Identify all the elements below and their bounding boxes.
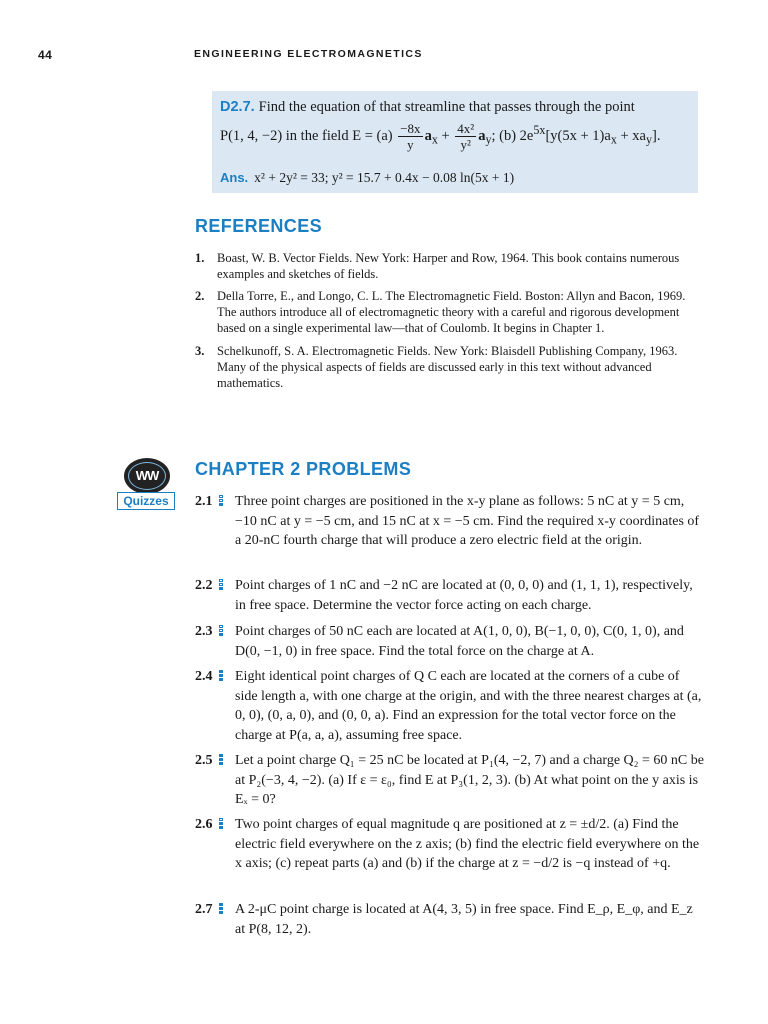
subscript-y: y	[485, 132, 492, 147]
problem-item: 2.1 Three point charges are positioned in the x-y plane as follows: 5 nC at y = 5 cm, −10 nC at y = −5 cm, and 15 nC at x = −5 cm. Find the required x-y coordinates of a 20-nC fourth charge that will produce a zero electric field at the origin.	[195, 494, 700, 548]
difficulty-icon	[219, 903, 224, 917]
drill-text-2c: ; (b) 2e	[491, 127, 534, 144]
fraction-1: $\frac{-8x}{y}$	[400, 121, 421, 152]
problem-item: 2.3 Point charges of 50 nC each are located at A(1, 0, 0), B(−1, 0, 0), C(0, 1, 0), and D(0, −1, 0) in free space. Find the total force on the charge at A.	[195, 624, 684, 659]
problem-item: 2.7 A 2-μC point charge is located at A(4, 3, 5) in free space. Find E_ρ, E_φ, and E_z at P(8, 12, 2).	[195, 902, 693, 937]
unit-vector-ax: a	[424, 127, 432, 144]
reference-item: 3. Schelkunoff, S. A. Electromagnetic Fields. New York: Blaisdell Publishing Company, 1963. Many of the physical aspects of fields are discussed early in this text without advanced mathematics.	[195, 344, 678, 390]
difficulty-icon	[219, 495, 224, 509]
drill-answer	[220, 170, 514, 187]
answer-label: Ans.	[220, 170, 249, 185]
page-header	[38, 48, 738, 66]
quizzes-link[interactable]: Quizzes	[117, 492, 175, 510]
references-title: REFERENCES	[195, 216, 323, 236]
difficulty-icon	[219, 670, 224, 684]
drill-id: D2.7.	[220, 99, 255, 115]
drill-problem-box	[212, 91, 698, 193]
drill-text-1: Find the equation of that streamline that passes through the point	[258, 99, 635, 115]
problem-item: 2.5 Let a point charge Q₁ = 25 nC be located at P₁(4, −2, 7) and a charge Q₂ = 60 nC be at P₂(−3, 4, −2). (a) If ε = ε₀, find E at P₃(1, 2, 3). (b) At what point on the y axis is Eₓ = 0?	[195, 753, 704, 807]
fraction-2: $\frac{\text{4x²}}{\text{y²}}$	[457, 121, 475, 152]
www-globe-icon[interactable]	[124, 458, 170, 494]
www-label: WW	[135, 468, 159, 483]
exponent: 5x	[533, 123, 546, 137]
unit-vector-ay: a	[478, 127, 486, 144]
drill-text-2e: + xa	[616, 127, 646, 144]
problem-item: 2.6 Two point charges of equal magnitude q are positioned at z = ±d/2. (a) Find the electric field everywhere on the z axis; (b) find the electric field everywhere on the x axis; (c) repeat parts (a) and (b) if the charge at z = −d/2 is −q instead of +q.	[195, 817, 700, 871]
chapter-problems-title: CHAPTER 2 PROBLEMS	[195, 459, 412, 479]
running-title: ENGINEERING ELECTROMAGNETICS	[194, 48, 423, 60]
page-number: 44	[38, 48, 53, 62]
difficulty-icon	[219, 754, 224, 768]
answer-text: x² + 2y² = 33; y² = 15.7 + 0.4x − 0.08 ln(5x + 1)	[254, 170, 515, 185]
reference-item: 2. Della Torre, E., and Longo, C. L. The Electromagnetic Field. Boston: Allyn and Bacon, 1969. The authors introduce all of electromagnetic theory with a careful and rigorous development based on a single experimental law—that of Coulomb. It begins in Chapter 1.	[195, 289, 686, 335]
drill-text-2d: [y(5x + 1)a	[545, 127, 611, 144]
drill-text-2a: P(1, 4, −2) in the field E = (a)	[220, 127, 393, 144]
difficulty-icon	[219, 579, 224, 593]
problem-item: 2.4 Eight identical point charges of Q C each are located at the corners of a cube of side length a, with one charge at the origin, and with the three nearest charges at (a, 0, 0), (0, a, 0), and (0, 0, a). Find an expression for the total vector force on the charge at P(a, a, a), assuming free space.	[195, 669, 702, 743]
subscript-x: x	[431, 132, 438, 147]
difficulty-icon	[219, 625, 224, 639]
drill-text-2f: ].	[652, 127, 661, 144]
difficulty-icon	[219, 818, 224, 832]
drill-line-2: P(1, 4, −2) in the field E = (a) $\frac{-8x}{y}$ $a_x$ + $\frac{\text{4x²}}{\text{y²}}$ $a_y$; (b) $2e^{5x}[y(5x + 1)a_x + xa_y]$.	[220, 121, 661, 152]
drill-line-1	[220, 99, 635, 116]
reference-item: 1. Boast, W. B. Vector Fields. New York: Harper and Row, 1964. This book contains numerous examples and sketches of fields.	[195, 251, 680, 281]
problem-item: 2.2 Point charges of 1 nC and −2 nC are located at (0, 0, 0) and (1, 1, 1), respectively, in free space. Determine the vector force acting on each charge.	[195, 578, 693, 613]
